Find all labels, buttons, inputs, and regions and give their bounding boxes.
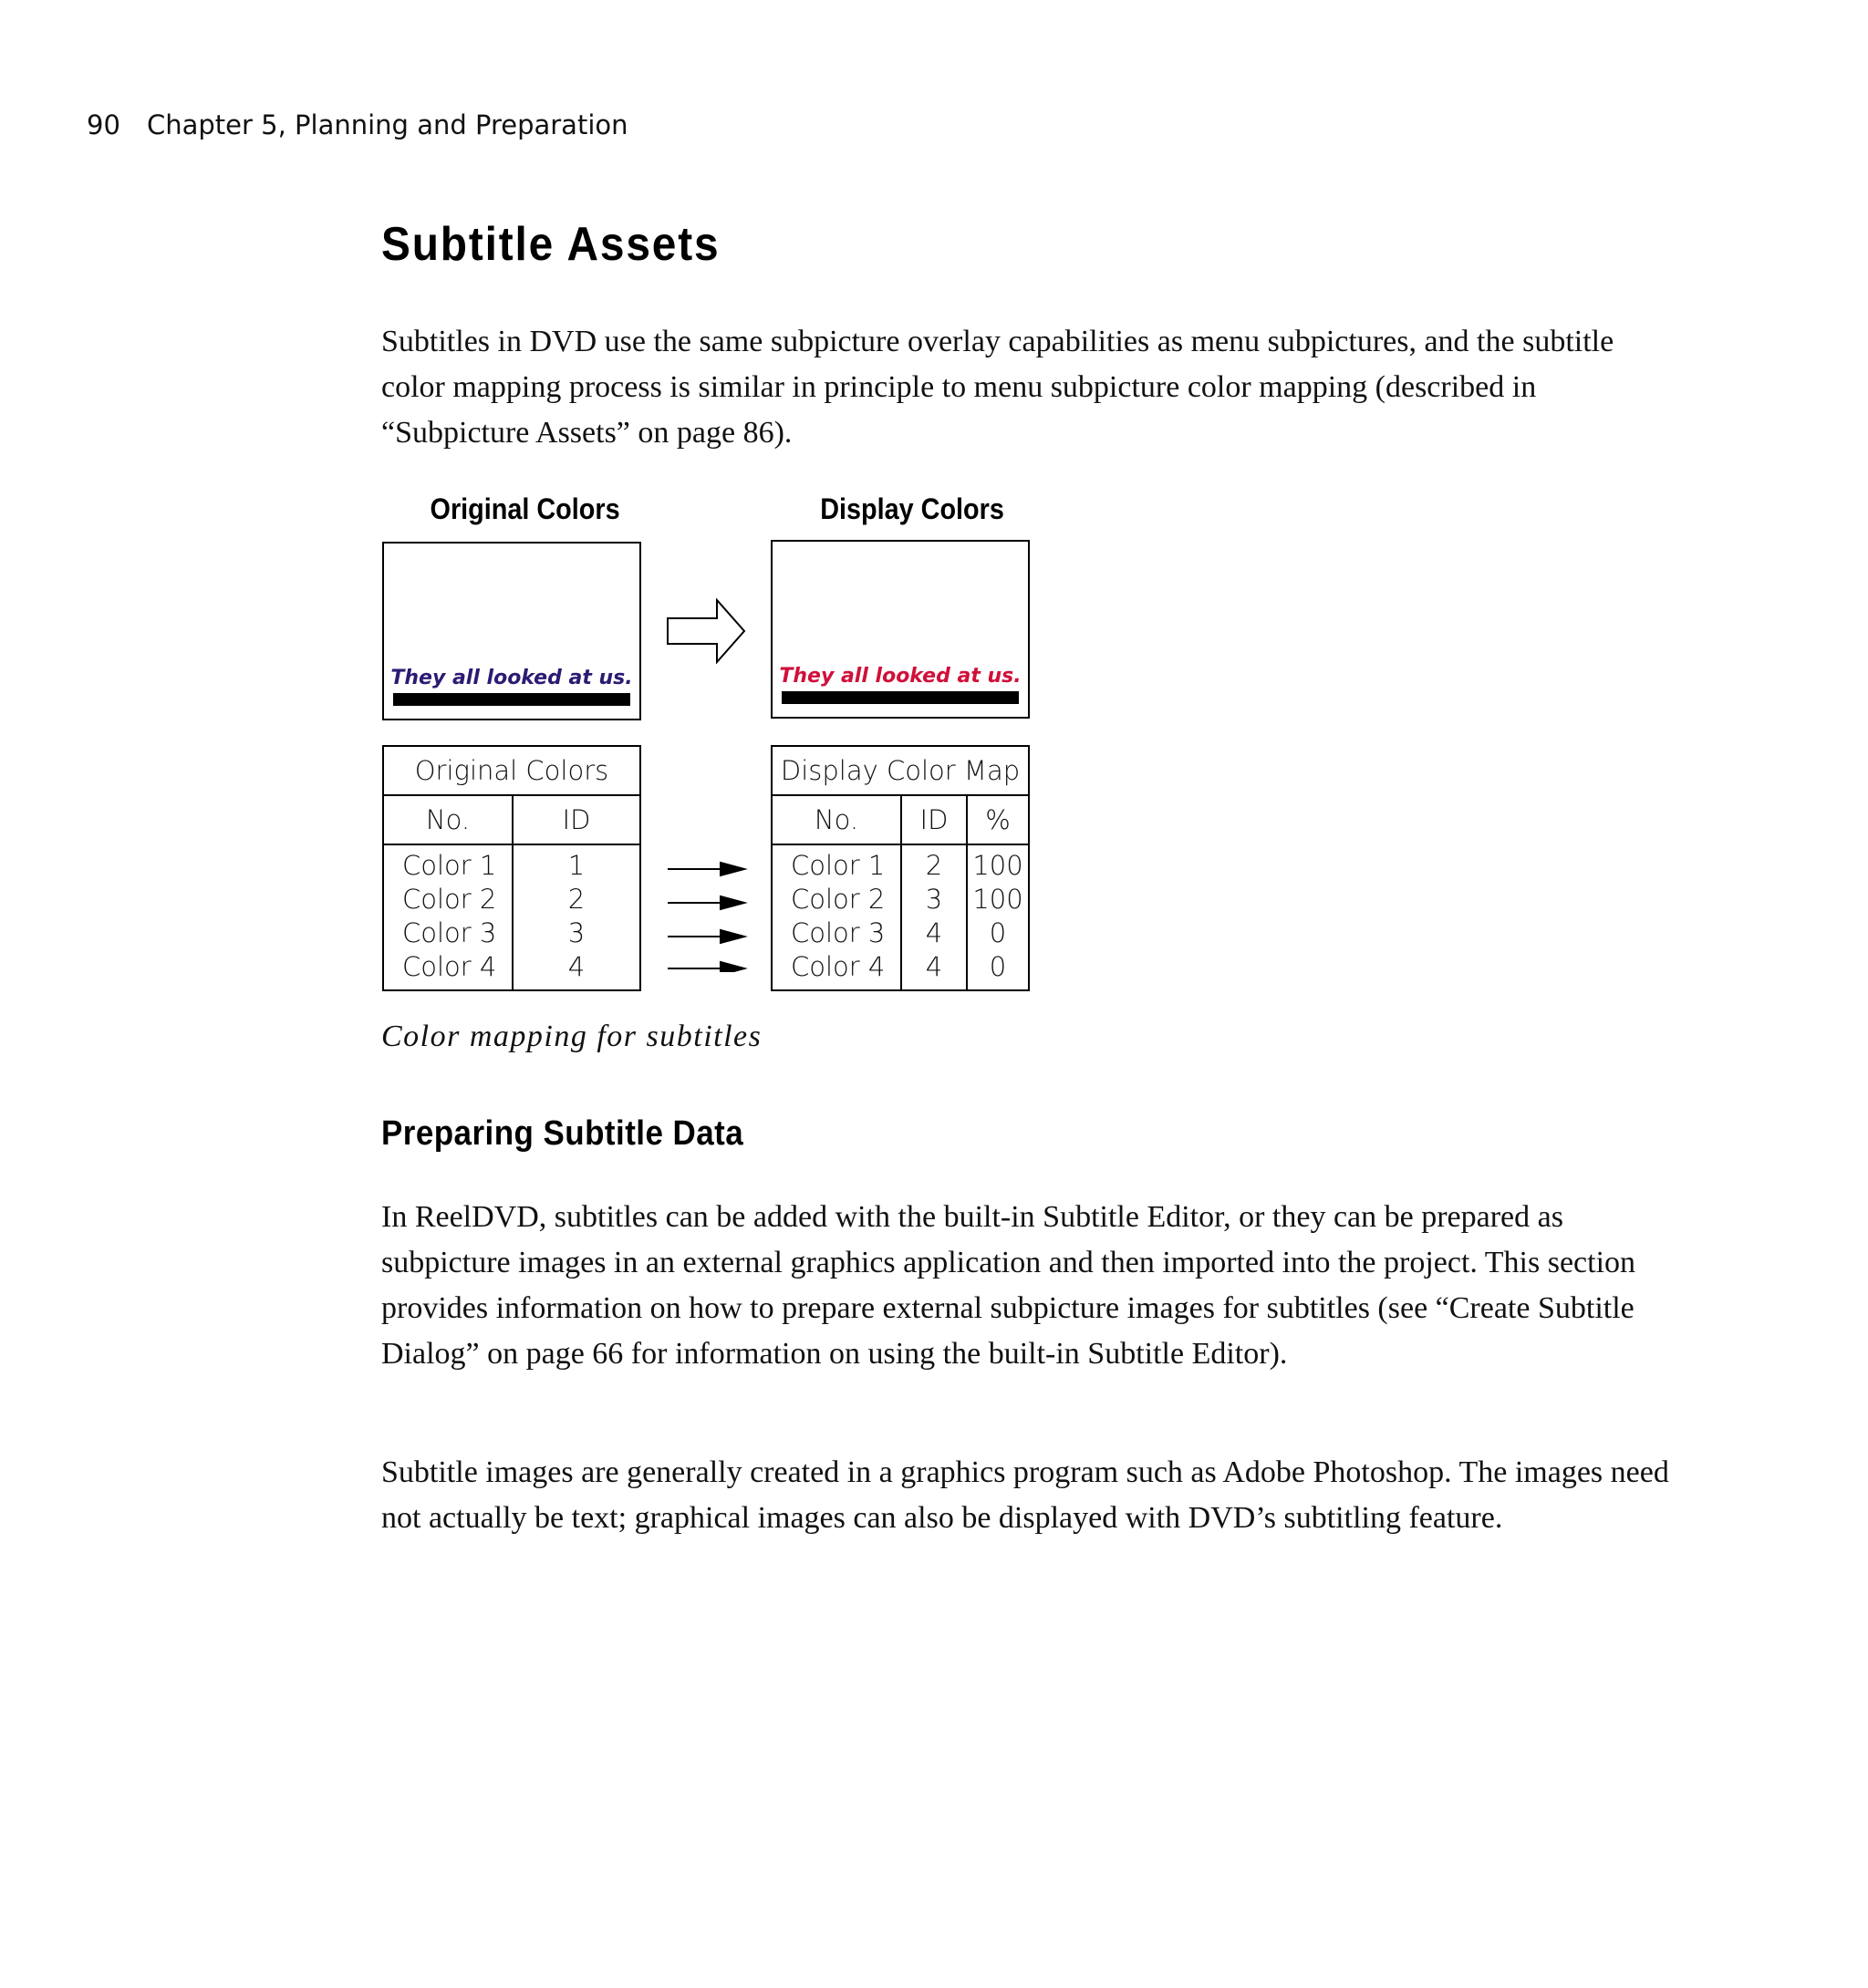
table-cell: Color 3 — [791, 917, 886, 948]
table-cell: 4 — [925, 951, 943, 982]
display-screen — [771, 540, 1030, 719]
table-cell: 0 — [989, 951, 1007, 982]
page-number: 90 — [87, 109, 120, 140]
chapter-title: Chapter 5, Planning and Preparation — [147, 109, 628, 140]
display-table-title: Display Color Map — [772, 746, 1029, 795]
paragraph: Subtitle images are generally created in a graphics program such as Adobe Photoshop. The images need not actually be text; graphical images can also be displayed with DVD’s subtitling feature. — [381, 1455, 1669, 1535]
column-header-id: ID — [901, 795, 967, 844]
arrow-right-icon — [721, 962, 744, 972]
table-cell: Color 3 — [402, 917, 497, 948]
table-cell: 3 — [567, 917, 586, 948]
original-colors-table — [382, 745, 641, 991]
column-header-no: No. — [772, 795, 901, 844]
original-table-title: Original Colors — [383, 746, 640, 795]
paragraph: In ReelDVD, subtitles can be added with the built-in Subtitle Editor, or they can be prepared as subpicture images in an external graphics application and then imported into the project. This section provides information on how to prepare external subpicture images for subtitles (see “Create Subtitle Dialog” on page 66 for information on using the built-in Subtitle Editor). — [381, 1200, 1636, 1371]
section-title: Subtitle Assets — [381, 218, 721, 271]
display-percent-column — [967, 844, 1029, 990]
mapping-arrows — [666, 854, 748, 972]
table-cell: Color 1 — [791, 850, 886, 881]
table-cell: 4 — [925, 917, 943, 948]
display-id-column — [901, 844, 967, 990]
table-cell: Color 2 — [402, 884, 497, 915]
table-cell: 100 — [972, 850, 1023, 881]
table-cell: 2 — [925, 850, 943, 881]
original-colors-heading: Original Colors — [430, 492, 620, 525]
arrow-right-icon — [721, 896, 744, 909]
column-header-id: ID — [513, 795, 640, 844]
display-colors-heading: Display Colors — [820, 492, 1004, 525]
table-cell: Color 4 — [791, 951, 886, 982]
column-header-no: No. — [383, 795, 513, 844]
table-cell: 1 — [567, 850, 586, 881]
table-cell: Color 1 — [402, 850, 497, 881]
table-cell: 100 — [972, 884, 1023, 915]
original-id-column — [513, 844, 640, 990]
subtitle-background-bar — [393, 693, 630, 706]
arrow-right-icon — [721, 863, 744, 875]
table-cell: Color 2 — [791, 884, 886, 915]
arrow-right-icon — [721, 930, 744, 943]
arrow-right-icon — [666, 598, 748, 664]
display-color-map-table — [771, 745, 1030, 991]
original-subtitle-text: They all looked at us. — [390, 667, 633, 689]
intro-paragraph: Subtitles in DVD use the same subpicture overlay capabilities as menu subpictures, and the subtitle color mapping process is similar in principle to menu subpicture color mapping (described in “Subpicture Assets” on page 86). — [381, 325, 1614, 450]
display-number-column — [772, 844, 901, 990]
table-cell: 0 — [989, 917, 1007, 948]
original-screen — [382, 542, 641, 720]
column-header-percent: % — [967, 795, 1029, 844]
table-cell: 2 — [567, 884, 586, 915]
table-cell: 4 — [567, 951, 586, 982]
original-number-column — [383, 844, 513, 990]
subtitle-background-bar — [782, 691, 1019, 704]
running-head — [87, 109, 628, 140]
color-mapping-figure — [381, 492, 1074, 1003]
subsection-title: Preparing Subtitle Data — [381, 1114, 744, 1153]
table-cell: 3 — [925, 884, 943, 915]
figure-caption: Color mapping for subtitles — [381, 1020, 763, 1053]
display-subtitle-text: They all looked at us. — [779, 665, 1022, 688]
table-cell: Color 4 — [402, 951, 497, 982]
